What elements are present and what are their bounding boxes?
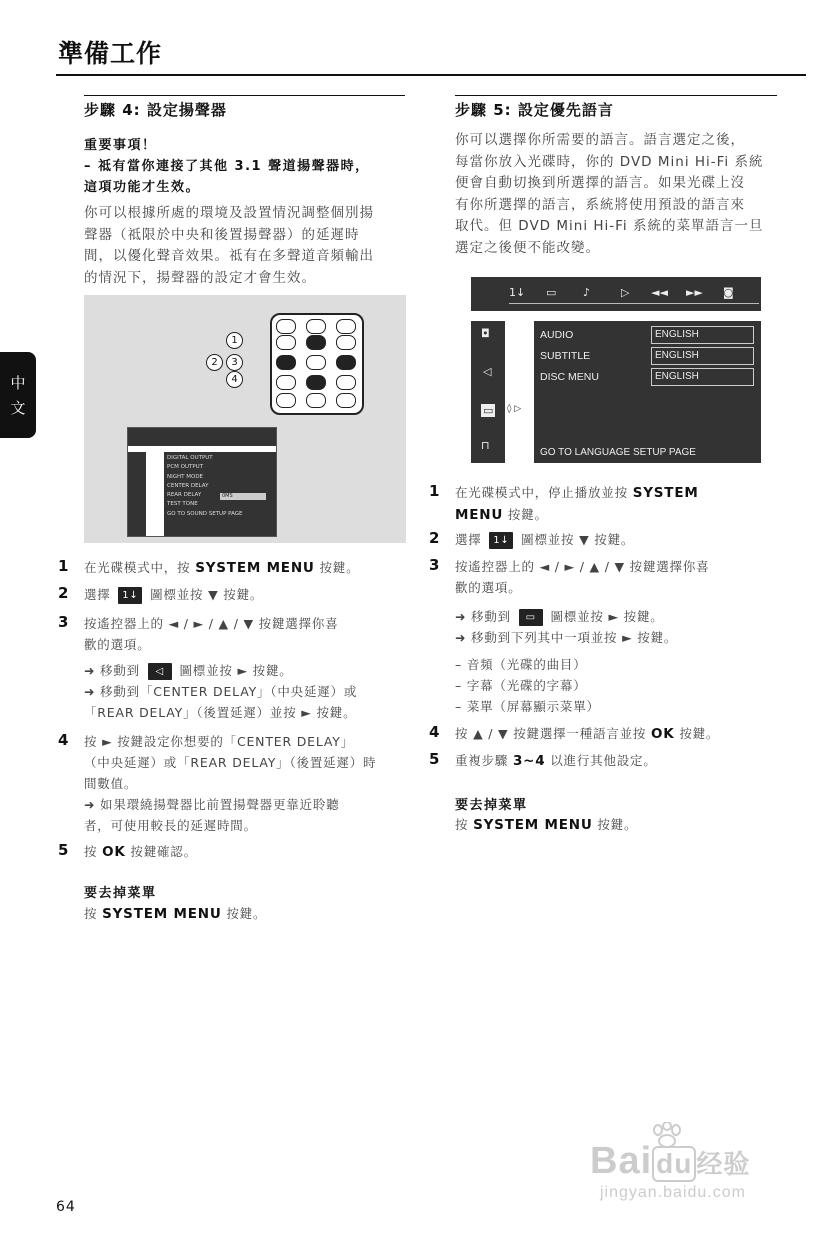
step-text: 重複步驟 — [455, 753, 513, 768]
osd-delay-slider: 0MS — [220, 493, 266, 500]
right-intro-line: 選定之後便不能改變。 — [455, 239, 600, 256]
left-step-2 — [84, 584, 263, 605]
right-step-number: 4 — [429, 723, 440, 741]
option-item: – 音頻（光碟的曲目） — [455, 657, 587, 672]
right-step-3-subs — [455, 606, 677, 648]
right-intro-line: 便會自動切換到所選擇的語言。如果光碟上沒 — [455, 175, 745, 191]
left-intro-line: 的情況下，揚聲器的設定才會生效。 — [84, 269, 316, 286]
osd-tab-bar — [128, 428, 276, 446]
step-text: 選擇 — [455, 532, 487, 547]
step-text: 按鍵。 — [674, 726, 720, 741]
remote-button-vol-up — [336, 319, 356, 334]
step-text: 按鍵確認。 — [125, 844, 197, 859]
right-step-number: 3 — [429, 556, 440, 574]
step-text: ➜ 移動到 — [84, 663, 145, 678]
rewind-icon: ◄◄ — [651, 286, 668, 299]
watermark-url: jingyan.baidu.com — [600, 1184, 746, 1201]
ok-key: OK — [102, 844, 126, 860]
remote-button-stop — [276, 393, 296, 408]
left-step-number: 3 — [58, 613, 69, 631]
step-text: 圖標並按 ▼ 按鍵。 — [145, 587, 264, 602]
step-text: 按鍵。 — [221, 906, 267, 921]
left-step-number: 1 — [58, 557, 69, 575]
remote-button-prev — [276, 375, 296, 390]
remote-button-vol-down — [336, 335, 356, 350]
remote-button-left — [276, 355, 296, 370]
watermark-brand: Bai — [590, 1140, 653, 1182]
right-exit-text — [455, 814, 637, 836]
ok-key: OK — [651, 726, 675, 742]
left-intro-line: 聲器（祗限於中央和後置揚聲器）的延遲時 — [84, 226, 360, 243]
osd-tab-underline — [509, 303, 759, 304]
remote-button-zero — [306, 319, 326, 334]
left-heading-rule — [84, 95, 405, 96]
callout-1: 1 — [226, 332, 243, 349]
remote-button-next — [336, 375, 356, 390]
watermark-brand-box: du — [652, 1146, 696, 1182]
setup-tools-icon: 1↓ — [118, 587, 142, 604]
left-step-number: 4 — [58, 731, 69, 749]
step-text: （中央延遲）或「REAR DELAY」（後置延遲）時 — [84, 755, 377, 770]
right-exit-title: 要去掉菜單 — [455, 798, 528, 813]
person-icon: ◘ — [481, 327, 490, 340]
remote-button-resume — [336, 393, 356, 408]
right-step-number: 5 — [429, 750, 440, 768]
language-osd-panel — [534, 321, 761, 463]
osd-sidebar — [128, 452, 146, 536]
side-tab-char-1: 中 — [10, 374, 26, 392]
step-text: 在光碟模式中，停止播放並按 — [455, 485, 633, 500]
step-text: 歡的選項。 — [84, 637, 151, 652]
system-menu-key: SYSTEM MENU — [473, 817, 593, 833]
right-option-list — [455, 654, 600, 717]
page-title: 準備工作 — [58, 39, 163, 68]
menu-key: MENU — [455, 507, 504, 523]
note-line-2: 這項功能才生效。 — [84, 180, 201, 195]
display-icon: ▭ — [546, 286, 557, 299]
osd-menu-panel — [164, 452, 276, 536]
right-intro-line: 每當你放入光碟時，你的 DVD Mini Hi-Fi 系統 — [455, 153, 764, 170]
left-step-number: 2 — [58, 584, 69, 602]
audio-icon: ♪ — [583, 286, 591, 299]
step-range: 3~4 — [512, 753, 546, 769]
step-text: 在光碟模式中，按 — [84, 560, 196, 575]
osd-row-value: ENGLISH — [651, 368, 754, 386]
step-text: 按鍵。 — [592, 817, 638, 832]
side-tab-char-2: 文 — [10, 399, 26, 417]
left-exit-text — [84, 903, 266, 925]
step-text: 歡的選項。 — [455, 580, 522, 595]
right-heading-rule — [455, 95, 777, 96]
callout-3: 3 — [226, 354, 243, 371]
step-text: 圖標並按 ► 按鍵。 — [174, 663, 293, 678]
left-step-3-subs — [84, 660, 357, 723]
setup-tools-icon: 1↓ — [509, 286, 526, 299]
right-intro — [455, 130, 795, 259]
remote-button-ok — [306, 355, 326, 370]
option-item: – 字幕（光碟的字幕） — [455, 678, 587, 693]
osd-row-label: SUBTITLE — [540, 350, 591, 362]
right-step-2 — [455, 529, 634, 550]
left-step-heading: 步驟 4: 設定揚聲器 — [84, 101, 227, 119]
right-step-5 — [455, 750, 657, 772]
left-intro-line: 間，以優化聲音效果。祗有在多聲道音頻輸出 — [84, 248, 374, 264]
preference-icon: ⊓ — [481, 439, 490, 452]
left-step-5 — [84, 841, 197, 863]
step-text: 者，可使用較長的延遲時間。 — [84, 818, 257, 833]
osd-item: GO TO SOUND SETUP PAGE — [167, 510, 243, 517]
remote-button-up — [306, 335, 326, 350]
osd-item: PCM OUTPUT — [167, 464, 204, 471]
sub-step: ➜ 移動到「CENTER DELAY」（中央延遲）或 — [84, 684, 358, 699]
osd-row-value: ENGLISH — [651, 347, 754, 365]
note-line-1: – 祗有當你連接了其他 3.1 聲道揚聲器時， — [84, 159, 370, 174]
osd-item: NIGHT MODE — [167, 473, 204, 480]
speaker-icon: ◁ — [483, 365, 492, 378]
step-text: 間數值。 — [84, 776, 138, 791]
right-intro-line: 取代。但 DVD Mini Hi-Fi 系統的菜單語言一旦 — [455, 218, 764, 234]
step-text: ➜ 如果環繞揚聲器比前置揚聲器更靠近聆聽 — [84, 797, 340, 812]
language-osd-sidebar — [471, 321, 505, 463]
osd-row-value: ENGLISH — [651, 326, 754, 344]
speaker-osd-screen — [127, 427, 277, 537]
left-exit-title: 要去掉菜單 — [84, 886, 157, 901]
right-intro-line: 你可以選擇你所需要的語言。語言選定之後， — [455, 132, 745, 148]
sub-step: ➜ 移動到下列其中一項並按 ► 按鍵。 — [455, 630, 678, 645]
language-osd-screen — [471, 277, 761, 463]
step-text: 按 ► 按鍵設定你想要的「CENTER DELAY」 — [84, 734, 355, 749]
language-icon: ▭ — [483, 404, 494, 417]
step-text: 按遙控器上的 ◄ / ► / ▲ / ▼ 按鍵選擇你喜 — [455, 559, 710, 574]
osd-footer: GO TO LANGUAGE SETUP PAGE — [540, 447, 696, 458]
language-osd-tab-bar — [471, 277, 761, 311]
left-intro-line: 你可以根據所處的環境及設置情況調整個別揚 — [84, 205, 374, 221]
note-title: 重要事項！ — [84, 138, 157, 153]
step-text: ➜ 移動到 — [455, 609, 516, 624]
right-step-heading: 步驟 5: 設定優先語言 — [455, 101, 614, 119]
osd-row-label: DISC MENU — [540, 371, 599, 383]
left-step-4 — [84, 731, 376, 836]
step-text: 按 ▲ / ▼ 按鍵選擇一種語言並按 — [455, 726, 652, 741]
step-text: 以進行其他設定。 — [545, 753, 657, 768]
selection-arrows-icon: ◊ ▷ — [507, 404, 522, 414]
language-side-tab — [0, 352, 36, 438]
right-step-number: 1 — [429, 482, 440, 500]
step-text: 按 — [84, 844, 103, 859]
callout-2: 2 — [206, 354, 223, 371]
right-step-4 — [455, 723, 719, 745]
step-text: 選擇 — [84, 587, 116, 602]
fast-forward-icon: ►► — [686, 286, 703, 299]
remote-button-down — [306, 375, 326, 390]
system-menu-key: SYSTEM MENU — [102, 906, 222, 922]
step-text: 圖標並按 ► 按鍵。 — [545, 609, 664, 624]
system-key: SYSTEM — [632, 485, 699, 501]
right-intro-line: 有你所選擇的語言，系統將使用預設的語言來 — [455, 196, 745, 213]
remote-button-disc — [276, 319, 296, 334]
system-menu-key: SYSTEM MENU — [195, 560, 315, 576]
left-step-1 — [84, 557, 359, 579]
sub-step: 「REAR DELAY」（後置延遲）並按 ► 按鍵。 — [84, 705, 357, 720]
step-text: 按鍵。 — [314, 560, 360, 575]
osd-row-label: AUDIO — [540, 329, 574, 341]
left-step-3 — [84, 613, 338, 655]
remote-button-play-pause — [306, 393, 326, 408]
disc-icon: ◙ — [723, 286, 734, 299]
step-text: 按遙控器上的 ◄ / ► / ▲ / ▼ 按鍵選擇你喜 — [84, 616, 339, 631]
left-intro — [84, 203, 414, 289]
language-icon: ▭ — [519, 609, 543, 626]
page-number: 64 — [56, 1199, 76, 1215]
speaker-icon: ◁ — [148, 663, 172, 680]
left-step-number: 5 — [58, 841, 69, 859]
remote-button-system-menu — [276, 335, 296, 350]
step-text: 圖標並按 ▼ 按鍵。 — [516, 532, 635, 547]
step-text: 按 — [455, 817, 474, 832]
right-step-1 — [455, 482, 699, 526]
sub-step — [84, 660, 357, 681]
callout-4: 4 — [226, 371, 243, 388]
remote-button-right — [336, 355, 356, 370]
title-divider — [56, 74, 806, 76]
setup-tools-icon: 1↓ — [489, 532, 513, 549]
osd-item: CENTER DELAY — [167, 482, 209, 489]
osd-item: TEST TONE — [167, 501, 198, 508]
remote-control-image — [270, 313, 364, 415]
option-item: – 菜單（屏幕顯示菜單） — [455, 699, 600, 714]
watermark-brand-jingyan: 经验 — [696, 1149, 751, 1179]
step-text: 按 — [84, 906, 103, 921]
paw-icon — [650, 1122, 684, 1148]
play-icon: ▷ — [621, 286, 630, 299]
osd-item: REAR DELAY — [167, 492, 202, 499]
right-step-number: 2 — [429, 529, 440, 547]
step-text: 按鍵。 — [503, 507, 548, 522]
right-step-3 — [455, 556, 709, 598]
osd-item: DIGITAL OUTPUT — [167, 455, 213, 461]
